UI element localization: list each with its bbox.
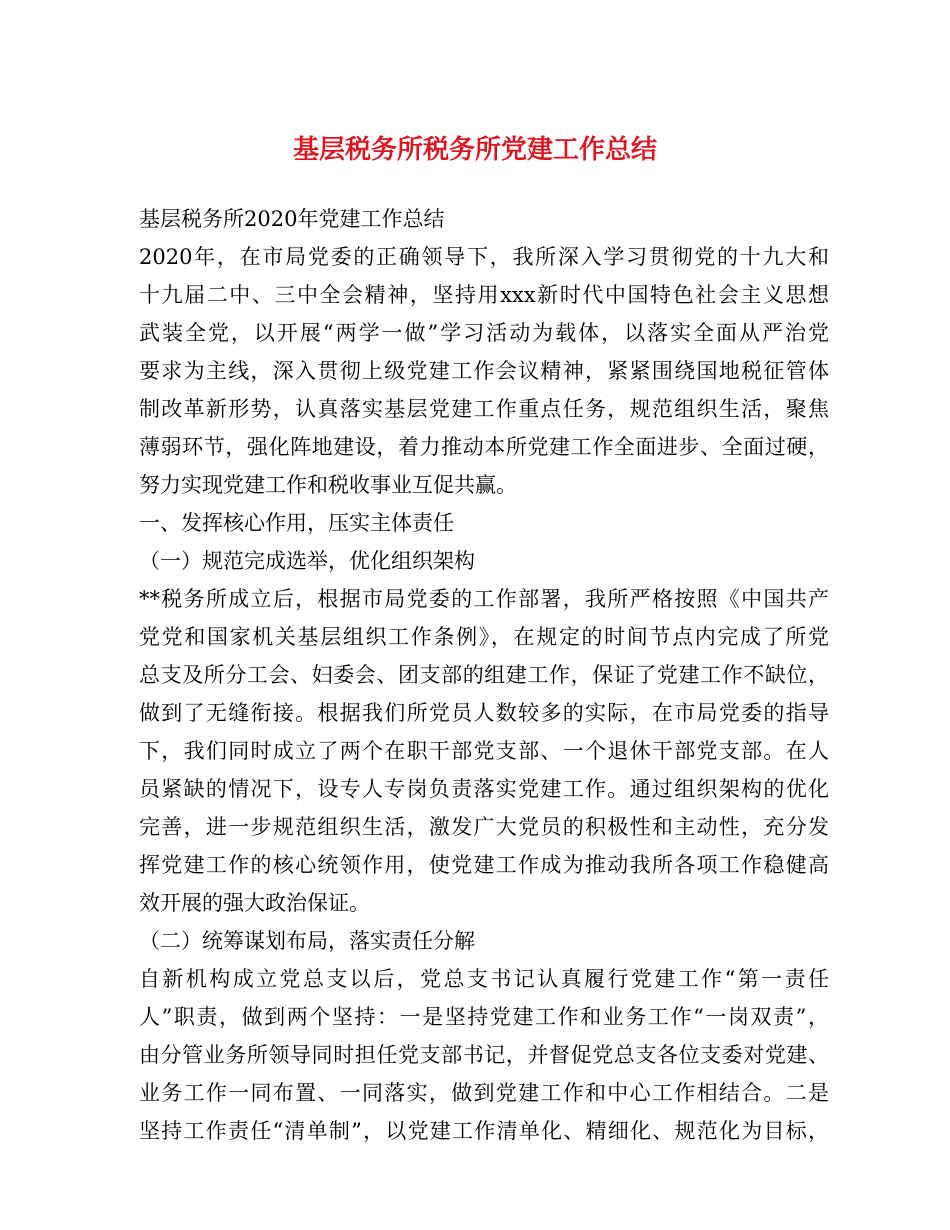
text-line: 由分管业务所领导同时担任党支部书记，并督促党总支各位支委对党建、 xyxy=(139,1043,829,1067)
text-line: 下，我们同时成立了两个在职干部党支部、一个退休干部党支部。在人 xyxy=(139,739,829,763)
text-line: 一、发挥核心作用，压实主体责任 xyxy=(139,511,454,535)
document-body xyxy=(139,200,829,1150)
text-line: 员紧缺的情况下，设专人专岗负责落实党建工作。通过组织架构的优化 xyxy=(139,777,829,801)
text-line: 2020年，在市局党委的正确领导下，我所深入学习贯彻党的十九大和 xyxy=(139,245,829,269)
text-line: 武装全党，以开展“两学一做”学习活动为载体，以落实全面从严治党 xyxy=(139,321,829,345)
text-line: 自新机构成立党总支以后，党总支书记认真履行党建工作“第一责任 xyxy=(139,967,829,991)
text-line: 总支及所分工会、妇委会、团支部的组建工作，保证了党建工作不缺位， xyxy=(139,663,829,687)
text-line: 效开展的强大政治保证。 xyxy=(139,891,370,915)
text-line: 十九届二中、三中全会精神，坚持用xxx新时代中国特色社会主义思想 xyxy=(139,283,829,307)
text-line: 业务工作一同布置、一同落实，做到党建工作和中心工作相结合。二是 xyxy=(139,1081,829,1105)
text-line: （二）统筹谋划布局，落实责任分解 xyxy=(139,929,475,953)
text-line: 薄弱环节，强化阵地建设，着力推动本所党建工作全面进步、全面过硬， xyxy=(139,435,829,459)
document-title: 基层税务所税务所党建工作总结 xyxy=(292,135,657,165)
text-line: 人”职责，做到两个坚持：一是坚持党建工作和业务工作“一岗双责”， xyxy=(139,1005,829,1029)
text-line: 党党和国家机关基层组织工作条例》，在规定的时间节点内完成了所党 xyxy=(139,625,829,649)
text-line: 做到了无缝衔接。根据我们所党员人数较多的实际，在市局党委的指导 xyxy=(139,701,829,725)
text-line: 坚持工作责任“清单制”，以党建工作清单化、精细化、规范化为目标， xyxy=(139,1119,829,1143)
text-line: （一）规范完成选举，优化组织架构 xyxy=(139,549,475,573)
text-line: 要求为主线，深入贯彻上级党建工作会议精神，紧紧围绕国地税征管体 xyxy=(139,359,829,383)
text-line: 基层税务所2020年党建工作总结 xyxy=(139,207,445,231)
text-line: 挥党建工作的核心统领作用，使党建工作成为推动我所各项工作稳健高 xyxy=(139,853,829,877)
text-line: 完善，进一步规范组织生活，激发广大党员的积极性和主动性，充分发 xyxy=(139,815,829,839)
text-line: 制改革新形势，认真落实基层党建工作重点任务，规范组织生活，聚焦 xyxy=(139,397,829,421)
text-line: **税务所成立后，根据市局党委的工作部署，我所严格按照《中国共产 xyxy=(139,587,829,611)
text-line: 努力实现党建工作和税收事业互促共赢。 xyxy=(139,473,517,497)
